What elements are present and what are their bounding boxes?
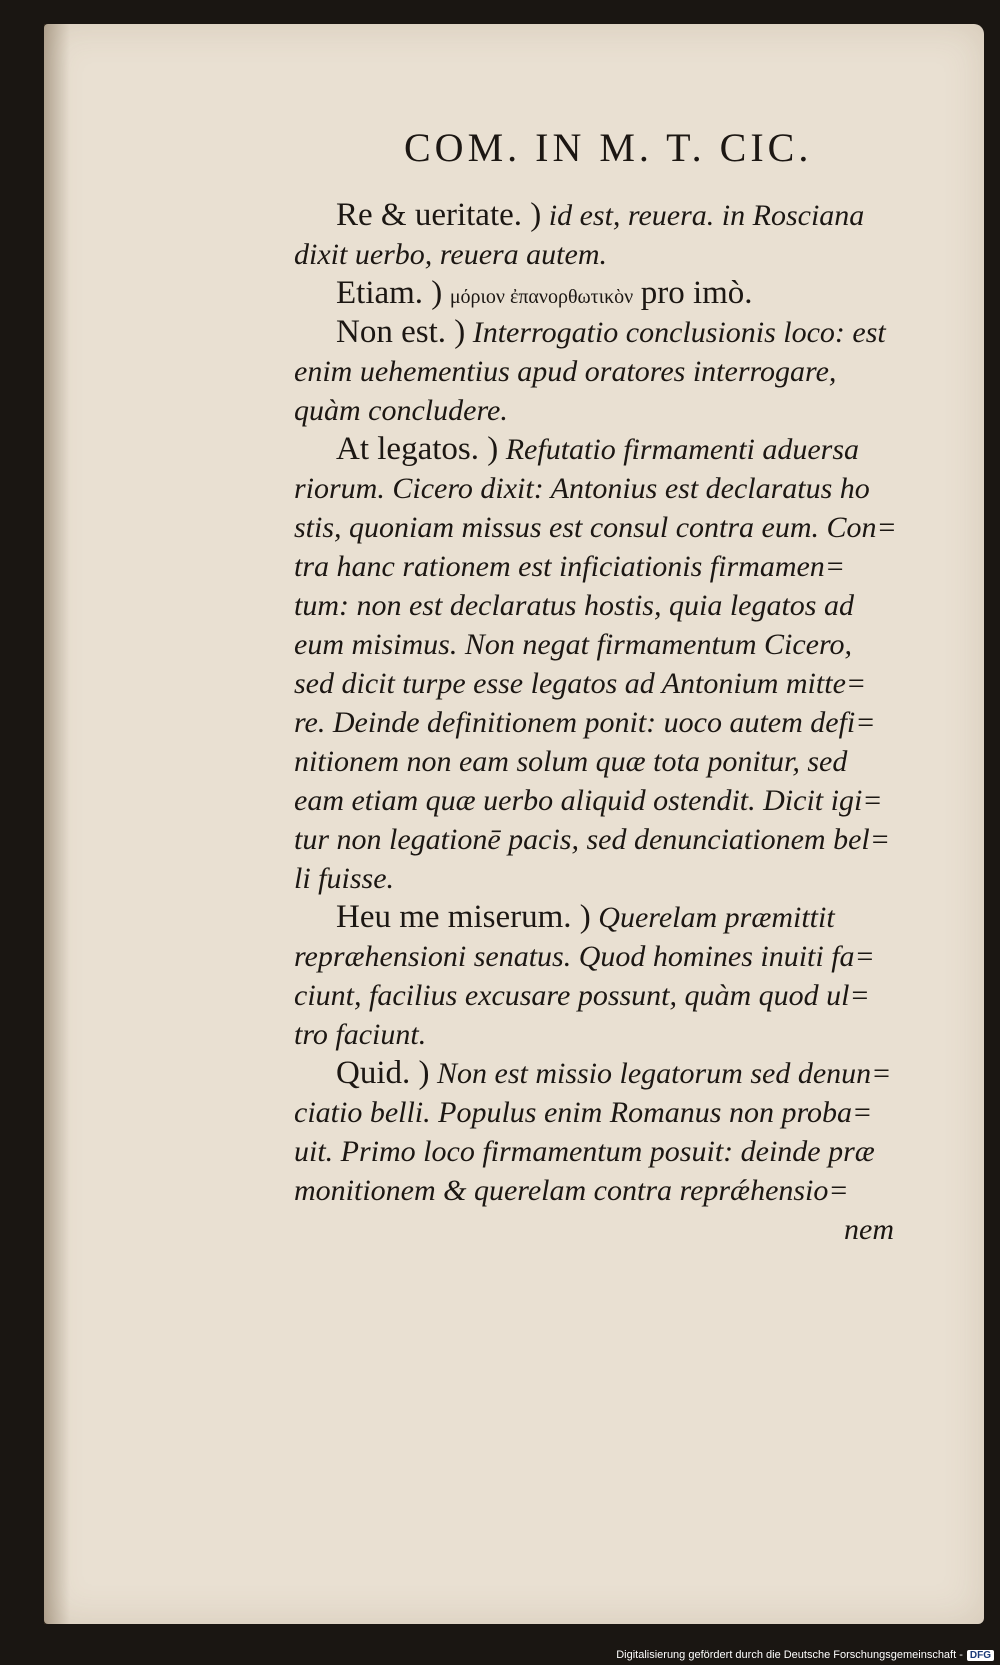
gloss: Querelam præmittit — [598, 901, 835, 934]
lemma: Re & ueritate. ) — [336, 197, 542, 233]
text-line — [294, 1054, 954, 1093]
text-line: li fuisse. — [294, 862, 395, 895]
text-line: dixit uerbo, reuera autem. — [294, 238, 607, 271]
text-line — [294, 430, 954, 469]
text-line: tum: non est declaratus hostis, quia legatos ad — [294, 589, 854, 622]
text-line — [294, 274, 954, 313]
greek-gloss: μόριον ἐπανορθωτικὸν — [449, 286, 634, 308]
text-line: enim uehementius apud oratores interrogare, — [294, 355, 837, 388]
text-line: tur non legationē pacis, sed denunciationem bel= — [294, 823, 890, 856]
text-line: re. Deinde definitionem ponit: uoco autem defi= — [294, 706, 876, 739]
text-line: stis, quoniam missus est consul contra eum. Con= — [294, 511, 897, 544]
catchword: nem — [844, 1213, 894, 1246]
commentary-text — [294, 196, 954, 1249]
gloss: pro imò. — [640, 275, 753, 311]
digitization-credit — [616, 1649, 994, 1661]
lemma: Non est. ) — [336, 314, 466, 350]
lemma: At legatos. ) — [336, 431, 499, 467]
lemma: Quid. ) — [336, 1055, 430, 1091]
text-line: quàm concludere. — [294, 394, 508, 427]
credit-text: Digitalisierung gefördert durch die Deutsche Forschungsgemeinschaft - — [616, 1649, 963, 1661]
gloss: Non est missio legatorum sed denun= — [437, 1057, 892, 1090]
text-line — [294, 196, 954, 235]
text-line: eam etiam quæ uerbo aliquid ostendit. Dicit igi= — [294, 784, 883, 817]
running-header: COM. IN M. T. CIC. — [404, 125, 813, 170]
text-line: nitionem non eam solum quæ tota ponitur, sed — [294, 745, 848, 778]
text-line: repræhensioni senatus. Quod homines inuiti fa= — [294, 940, 875, 973]
text-line: ciunt, facilius excusare possunt, quàm quod ul= — [294, 979, 870, 1012]
text-line: tra hanc rationem est inficiationis firmamen= — [294, 550, 846, 583]
page-gutter-shadow — [44, 24, 70, 1624]
text-line: eum misimus. Non negat firmamentum Cicero, — [294, 628, 853, 661]
book-page — [44, 24, 984, 1624]
text-line: riorum. Cicero dixit: Antonius est declaratus ho — [294, 472, 870, 505]
dfg-logo: DFG — [967, 1650, 994, 1661]
gloss: Refutatio firmamenti aduersa — [505, 433, 860, 466]
text-line: uit. Primo loco firmamentum posuit: deinde præ — [294, 1135, 875, 1168]
gloss: Interrogatio conclusionis loco: est — [472, 316, 886, 349]
gloss: id est, reuera. in Rosciana — [548, 199, 865, 232]
text-line: monitionem & querelam contra reprǽhensio= — [294, 1174, 849, 1207]
text-line: ciatio belli. Populus enim Romanus non proba= — [294, 1096, 873, 1129]
lemma: Heu me miserum. ) — [336, 899, 591, 935]
lemma: Etiam. ) — [336, 275, 443, 311]
text-line: sed dicit turpe esse legatos ad Antonium mitte= — [294, 667, 867, 700]
text-line: tro faciunt. — [294, 1018, 427, 1051]
text-line — [294, 898, 954, 937]
text-line — [294, 313, 954, 352]
